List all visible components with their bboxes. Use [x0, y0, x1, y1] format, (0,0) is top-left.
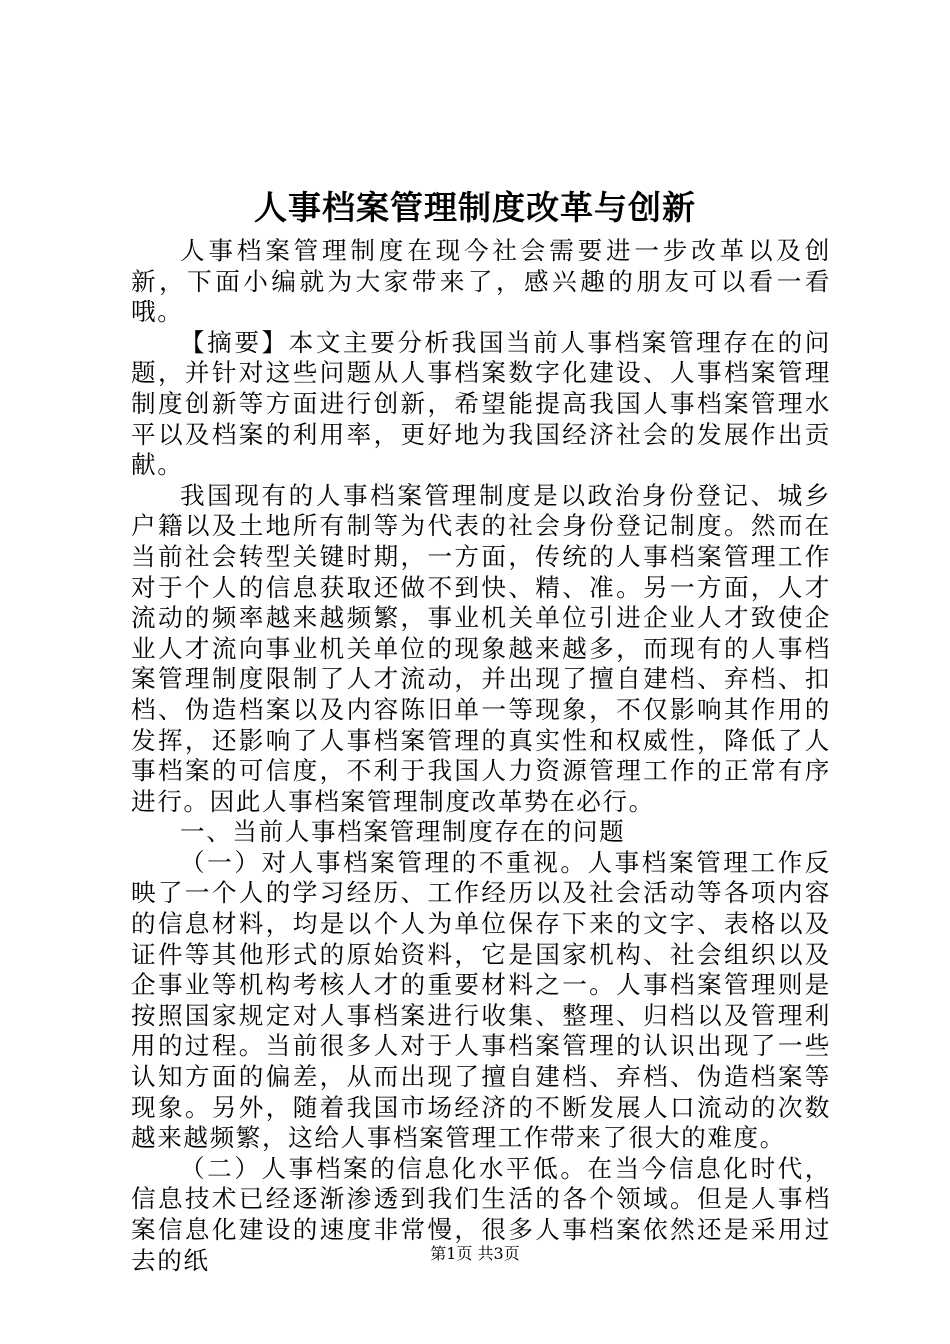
document-title: 人事档案管理制度改革与创新: [254, 188, 696, 227]
problem-paragraph-1: （一）对人事档案管理的不重视。人事档案管理工作反映了一个人的学习经历、工作经历以及社会活动等各项内容的信息材料，均是以个人为单位保存下来的文字、表格以及证件等其他形式的原始资料，它是国家机构、社会组织以及企事业等机构考核人才的重要材料之一。人事档案管理则是按照国家规定对人事档案进行收集、整理、归档以及管理利用的过程。当前很多人对于人事档案管理的认识出现了一些认知方面的偏差，从而出现了擅自建档、弃档、伪造档案等现象。另外，随着我国市场经济的不断发展人口流动的次数越来越频繁，这给人事档案管理工作带来了很大的难度。: [131, 847, 831, 1153]
document-body: [131, 236, 831, 1276]
problem-paragraph-2: （二）人事档案的信息化水平低。在当今信息化时代，信息技术已经逐渐渗透到我们生活的各个领域。但是人事档案信息化建设的速度非常慢，很多人事档案依然还是采用过去的纸: [131, 1153, 831, 1275]
abstract-paragraph: 【摘要】本文主要分析我国当前人事档案管理存在的问题，并针对这些问题从人事档案数字化建设、人事档案管理制度创新等方面进行创新，希望能提高我国人事档案管理水平以及档案的利用率，更好地为我国经济社会的发展作出贡献。: [131, 327, 831, 480]
section-heading: 一、当前人事档案管理制度存在的问题: [180, 817, 626, 847]
background-paragraph: 我国现有的人事档案管理制度是以政治身份登记、城乡户籍以及土地所有制等为代表的社会身份登记制度。然而在当前社会转型关键时期，一方面，传统的人事档案管理工作对于个人的信息获取还做不到快、精、准。另一方面，人才流动的频率越来越频繁，事业机关单位引进企业人才致使企业人才流向事业机关单位的现象越来越多，而现有的人事档案管理制度限制了人才流动，并出现了擅自建档、弃档、扣档、伪造档案以及内容陈旧单一等现象，不仅影响其作用的发挥，还影响了人事档案管理的真实性和权威性，降低了人事档案的可信度，不利于我国人力资源管理工作的正常有序进行。因此人事档案管理制度改革势在必行。: [131, 480, 831, 816]
intro-paragraph: 人事档案管理制度在现今社会需要进一步改革以及创新，下面小编就为大家带来了，感兴趣的朋友可以看一看哦。: [131, 236, 831, 327]
page-footer: 第1页 共3页: [430, 1244, 520, 1263]
